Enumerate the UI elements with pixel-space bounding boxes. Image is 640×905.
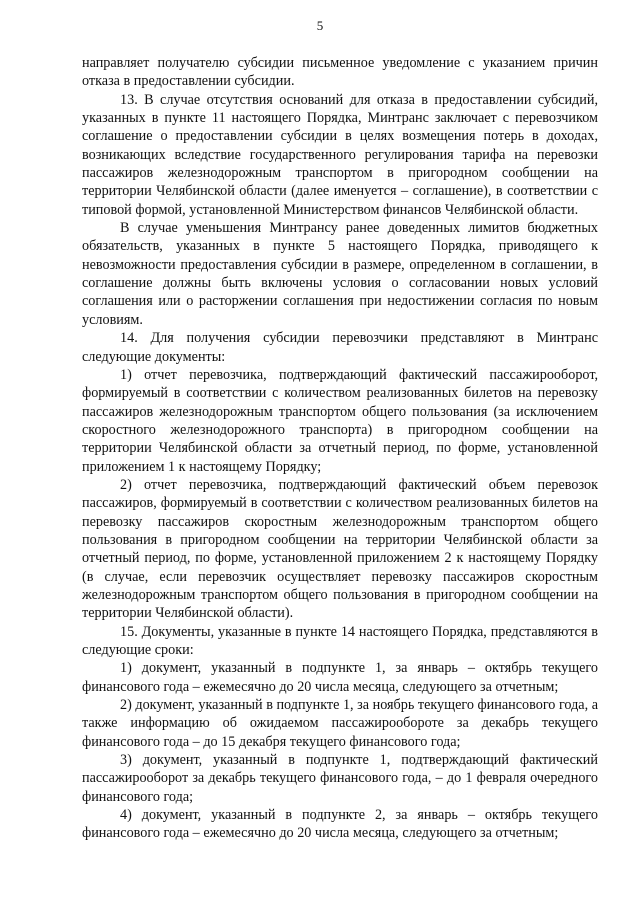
paragraph-15-item-2: 2) документ, указанный в подпункте 1, за ноябрь текущего финансового года, а также информацию об ожидаемом пассажирообороте за декабрь текущего финансового года – до 15 декабря текущего финансового года; [82,697,598,750]
paragraph-13-agreement: 13. В случае отсутствия оснований для отказа в предоставлении субсидий, указанных в пункте 11 настоящего Порядка, Минтранс заключает с перевозчиком соглашение о предоставлении субсидии в целях возмещения потерь в доходах, возникающих вследствие государственного регулирования тарифа на перевозки пассажиров железнодорожным транспортом в пригородном сообщении на территории Челябинской области (далее именуется – соглашение), в соответствии с типовой формой, установленной Министерством финансов Челябинской области. [82,91,598,218]
paragraph-15-item-4: 4) документ, указанный в подпункте 2, за январь – октябрь текущего финансового года – ежемесячно до 20 числа месяца, следующего за отчетным; [82,807,598,842]
paragraph-14-item-1: 1) отчет перевозчика, подтверждающий фактический пассажирооборот, формируемый в соответствии с количеством реализованных билетов на перевозку пассажиров железнодорожным транспортом общего пользования (за исключением скоростного железнодорожного транспорта) в пригородном сообщении на территории Челябинской области за отчетный период, по форме, установленной приложением 1 к настоящему Порядку; [82,366,598,475]
paragraph-15-item-3: 3) документ, указанный в подпункте 1, подтверждающий фактический пассажирооборот за декабрь текущего финансового года, – до 1 февраля очередного финансового года; [82,752,598,805]
paragraph-14-item-2: 2) отчет перевозчика, подтверждающий фактический объем перевозок пассажиров, формируемый в соответствии с количеством реализованных билетов на перевозку пассажиров скоростным железнодорожным транспортом общего пользования в пригородном сообщении на территории Челябинской области за отчетный период, по форме, установленной приложением 2 к настоящему Порядку (в случае, если перевозчик осуществляет перевозку пассажиров скоростным железнодорожным транспортом общего пользования в пригородном сообщении на территории Челябинской области). [82,476,598,622]
paragraph-15-item-1: 1) документ, указанный в подпункте 1, за январь – октябрь текущего финансового года – ежемесячно до 20 числа месяца, следующего за отчетным; [82,660,598,695]
paragraph-13-limits-reduction: В случае уменьшения Минтрансу ранее доведенных лимитов бюджетных обязательств, указанных в пункте 5 настоящего Порядка, приводящего к невозможности предоставления субсидии в размере, определенном в соглашении, в соглашение должны быть включены условия о согласовании новых условий соглашения или о расторжении соглашения при недостижении согласия по новым условиям. [82,220,598,328]
paragraph-15-intro: 15. Документы, указанные в пункте 14 настоящего Порядка, представляются в следующие сроки: [82,623,598,658]
paragraph-refusal-notice: направляет получателю субсидии письменное уведомление с указанием причин отказа в предоставлении субсидии. [82,55,598,90]
paragraph-14-intro: 14. Для получения субсидии перевозчики представляют в Минтранс следующие документы: [82,330,598,365]
document-body [82,54,598,843]
page-number: 5 [316,18,324,33]
